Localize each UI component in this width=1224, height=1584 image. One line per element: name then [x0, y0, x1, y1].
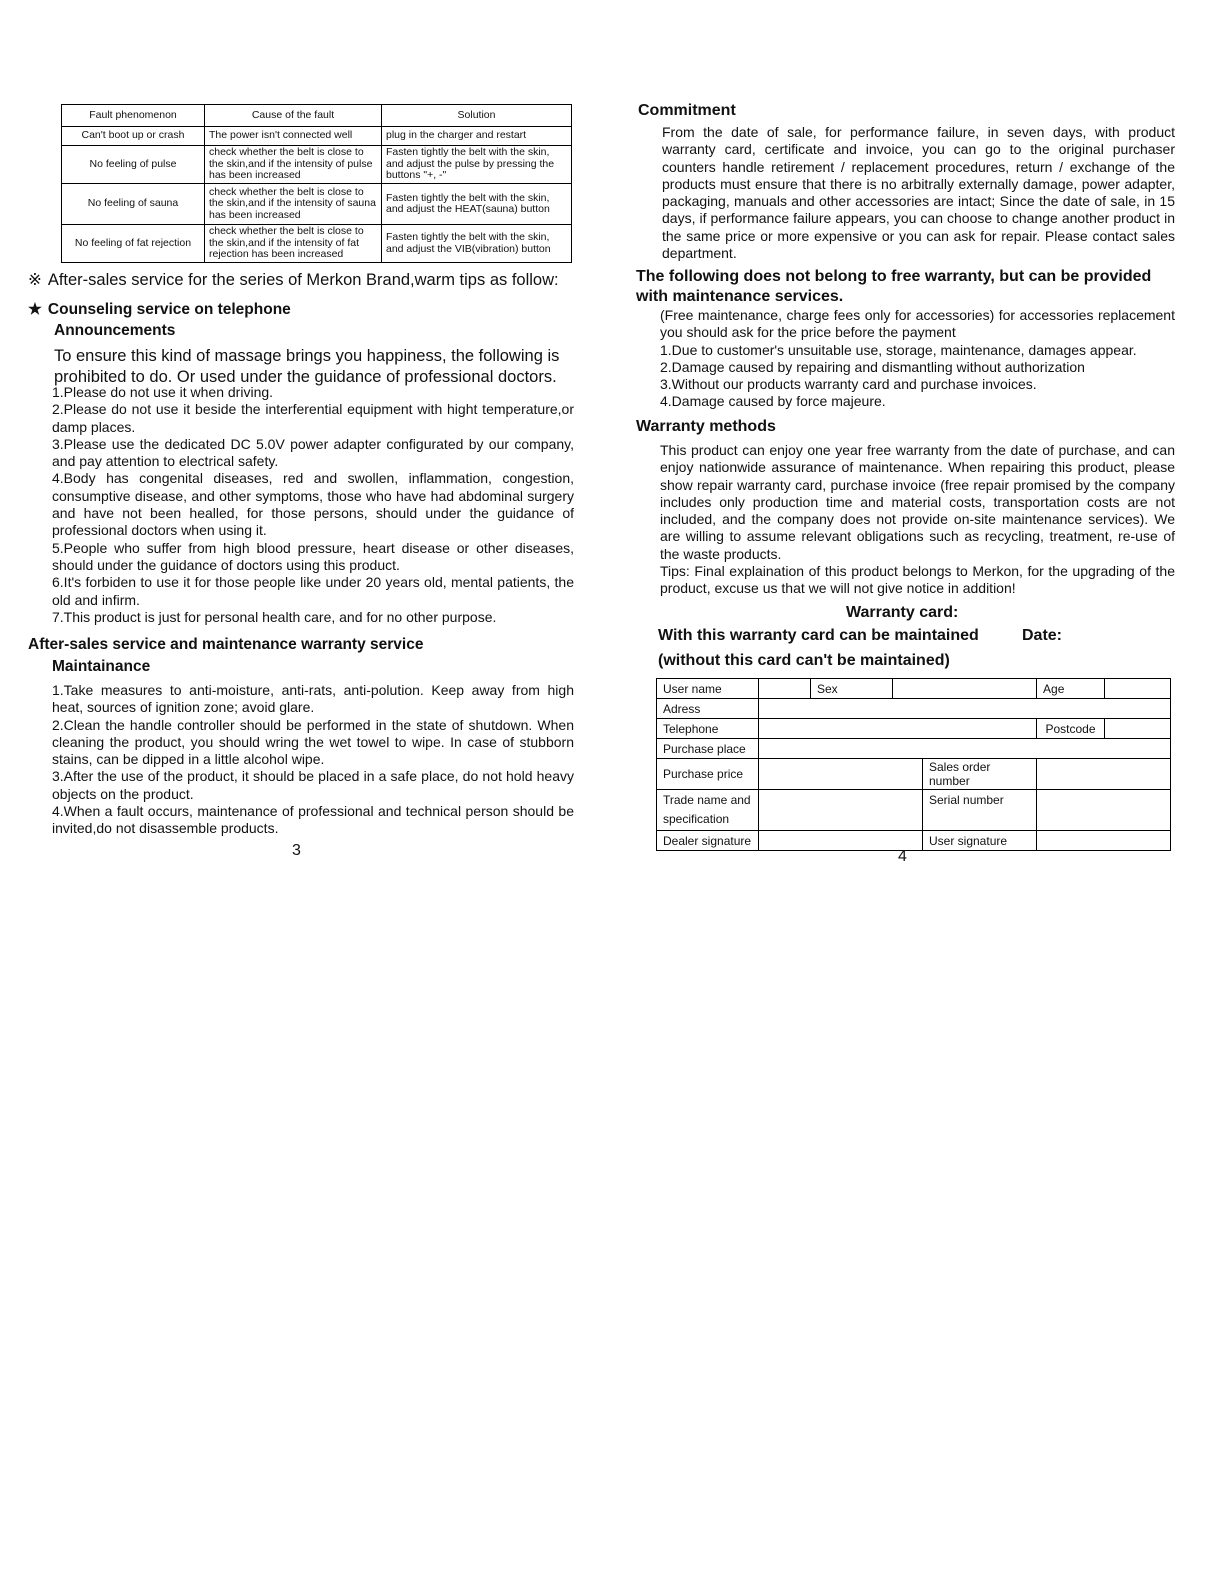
commitment-text: From the date of sale, for performance failure, in seven days, with product warranty card, certificate and invoice, you can go to the original purchaser counters handle retirement / replacement procedures, return / exchange of the products must ensure that there is no arbitrally externally damage, power adapter, packaging, manuals and other accessories are intact; Since the date of sale, in 15 days, if performance failure appears, you can choose to change another product in the same price or more expensive or you can ask for repair. Please contact sales department. — [662, 124, 1175, 262]
serial-number-field[interactable] — [1037, 790, 1171, 831]
fault-cause-cell: check whether the belt is close to the skin,and if the intensity of fat rejection has been increased — [205, 225, 382, 263]
sales-order-number-label: Sales order number — [923, 759, 1037, 790]
serial-number-label: Serial number — [923, 790, 1037, 831]
address-label: Adress — [657, 699, 759, 719]
commitment-heading: Commitment — [638, 102, 736, 119]
list-item: 7.This product is just for personal health care, and for no other purpose. — [52, 608, 497, 625]
warm-tips-text: After-sales service for the series of Merkon Brand,warm tips as follow: — [47, 271, 559, 289]
fault-table — [61, 104, 572, 263]
age-label: Age — [1037, 679, 1105, 699]
maintenance-list — [52, 682, 574, 838]
list-item: 1.Take measures to anti-moisture, anti-rats, anti-polution. Keep away from high heat, sources of ignition zone; avoid glare. — [52, 682, 574, 716]
address-field[interactable] — [759, 699, 1171, 719]
list-item: 3.Without our products warranty card and purchase invoices. — [660, 376, 1037, 393]
user-signature-field[interactable] — [1037, 831, 1171, 851]
fault-header-solution: Solution — [382, 105, 572, 127]
list-item: 5.People who suffer from high blood pressure, heart disease or other diseases, should under the guidance of doctors using this product. — [52, 539, 574, 573]
fault-table-header — [62, 105, 572, 127]
user-name-label: User name — [657, 679, 759, 699]
dealer-signature-label: Dealer signature — [657, 831, 759, 851]
after-sales-heading: After-sales service and maintenance warranty service — [28, 636, 424, 653]
page-number: 3 — [292, 842, 301, 859]
warranty-methods-heading: Warranty methods — [636, 418, 776, 435]
list-item: 4.Damage caused by force majeure. — [660, 393, 886, 410]
warranty-card-line2: (without this card can't be maintained) — [658, 652, 950, 669]
list-item: 1.Please do not use it when driving. — [52, 384, 274, 400]
reference-mark-icon: ※ — [28, 271, 42, 289]
warranty-card-line1: With this warranty card can be maintained — [658, 627, 979, 644]
list-item: 3.Please use the dedicated DC 5.0V power adapter configurated by our company, and pay attention to electrical safety. — [52, 435, 574, 470]
purchase-price-label: Purchase price — [657, 759, 759, 790]
list-item: 1.Due to customer's unsuitable use, storage, maintenance, damages appear. — [660, 341, 1137, 358]
trade-name-field[interactable] — [759, 790, 923, 831]
maintenance-heading: Maintainance — [52, 658, 151, 675]
list-item: 3.After the use of the product, it should be placed in a safe place, do not hold heavy objects on the product. — [52, 768, 574, 802]
counseling-heading — [28, 300, 291, 319]
list-item: 6.It's forbiden to use it for those people like under 20 years old, mental patients, the old and infirm. — [52, 574, 574, 608]
fault-phenomenon-cell: No feeling of sauna — [62, 184, 205, 225]
warm-tips-line — [28, 270, 559, 290]
fault-solution-cell: plug in the charger and restart — [382, 127, 572, 146]
fault-solution-cell: Fasten tightly the belt with the skin, and adjust the HEAT(sauna) button — [382, 184, 572, 225]
announcements-list — [52, 384, 574, 626]
counseling-text: Counseling service on telephone — [47, 301, 291, 318]
table-row — [62, 184, 572, 225]
list-item: 2.Clean the handle controller should be performed in the state of shutdown. When cleaning the product, you should wring the wet towel to wipe. In case of stubborn stains, can be dipped in a little alcohol wipe. — [52, 716, 574, 768]
user-name-field[interactable] — [759, 679, 811, 699]
fault-cause-cell: check whether the belt is close to the skin,and if the intensity of pulse has been increased — [205, 146, 382, 184]
user-signature-label: User signature — [923, 831, 1037, 851]
fault-cause-cell: check whether the belt is close to the skin,and if the intensity of sauna has been increased — [205, 184, 382, 225]
fault-solution-cell: Fasten tightly the belt with the skin, and adjust the VIB(vibration) button — [382, 225, 572, 263]
purchase-place-label: Purchase place — [657, 739, 759, 759]
fault-cause-cell: The power isn't connected well — [205, 127, 382, 146]
postcode-field[interactable] — [1105, 719, 1171, 739]
fault-header-phenomenon: Fault phenomenon — [62, 105, 205, 127]
fault-phenomenon-cell: No feeling of pulse — [62, 146, 205, 184]
table-row — [62, 146, 572, 184]
sex-label: Sex — [811, 679, 893, 699]
warranty-methods-text: This product can enjoy one year free warranty from the date of purchase, and can enjoy nationwide assurance of maintenance. When repairing this product, please show repair warranty card, purchase invoice (free repair promised by the company includes only production time and material costs, transportation costs are not included, and the company does not provide on-site maintenance services). We are willing to assume relevant obligations such as recycling, treatment, re-use of the waste products. — [660, 442, 1175, 562]
table-row — [657, 679, 1171, 699]
sales-order-number-field[interactable] — [1037, 759, 1171, 790]
age-field[interactable] — [1105, 679, 1171, 699]
tips-text: Tips: Final explaination of this product belongs to Merkon, for the upgrading of the product, excuse us that we will not give notice in addition! — [660, 563, 1175, 597]
star-icon: ★ — [28, 301, 42, 318]
fault-phenomenon-cell: No feeling of fat rejection — [62, 225, 205, 263]
fault-phenomenon-cell: Can't boot up or crash — [62, 127, 205, 146]
list-item: 4.Body has congenital diseases, red and swollen, inflammation, congestion, consumptive disease, and other symptoms, those who have had abdominal surgery and have not been healled, for those persons, should under the guidance of professional doctors when using it. — [52, 470, 574, 539]
list-item: 2.Damage caused by repairing and dismantling without authorization — [660, 358, 1085, 375]
postcode-label: Postcode — [1037, 719, 1105, 739]
table-row — [657, 699, 1171, 719]
warranty-card-table — [656, 678, 1171, 851]
table-row — [657, 719, 1171, 739]
fault-header-cause: Cause of the fault — [205, 105, 382, 127]
fault-solution-cell: Fasten tightly the belt with the skin, and adjust the pulse by pressing the buttons "+, -" — [382, 146, 572, 184]
trade-name-label: Trade name and specification — [657, 790, 759, 831]
not-free-heading: The following does not belong to free warranty, but can be provided with maintenance services. — [636, 268, 1152, 305]
warranty-methods-section — [660, 442, 1175, 598]
telephone-label: Telephone — [657, 719, 759, 739]
not-free-intro: (Free maintenance, charge fees only for accessories) for accessories replacement you should ask for the price before the payment — [660, 307, 1175, 341]
announcements-intro: To ensure this kind of massage brings you happiness, the following is prohibited to do. Or used under the guidance of professional doctors. — [54, 347, 560, 386]
telephone-field[interactable] — [759, 719, 1037, 739]
announcements-heading: Announcements — [54, 322, 176, 339]
purchase-place-field[interactable] — [759, 739, 1171, 759]
table-row — [657, 790, 1171, 831]
date-label: Date: — [1022, 627, 1063, 644]
table-row — [657, 739, 1171, 759]
list-item: 4.When a fault occurs, maintenance of professional and technical person should be invited,do not disassemble products. — [52, 803, 574, 837]
list-item: 2.Please do not use it beside the interferential equipment with hight temperature,or damp places. — [52, 401, 574, 435]
page-number: 4 — [898, 848, 907, 865]
table-row — [62, 225, 572, 263]
warranty-card-title: Warranty card: — [846, 604, 959, 621]
not-free-section — [660, 307, 1175, 411]
table-row — [657, 831, 1171, 851]
sex-field[interactable] — [893, 679, 1037, 699]
purchase-price-field[interactable] — [759, 759, 923, 790]
table-row — [657, 759, 1171, 790]
table-row — [62, 127, 572, 146]
